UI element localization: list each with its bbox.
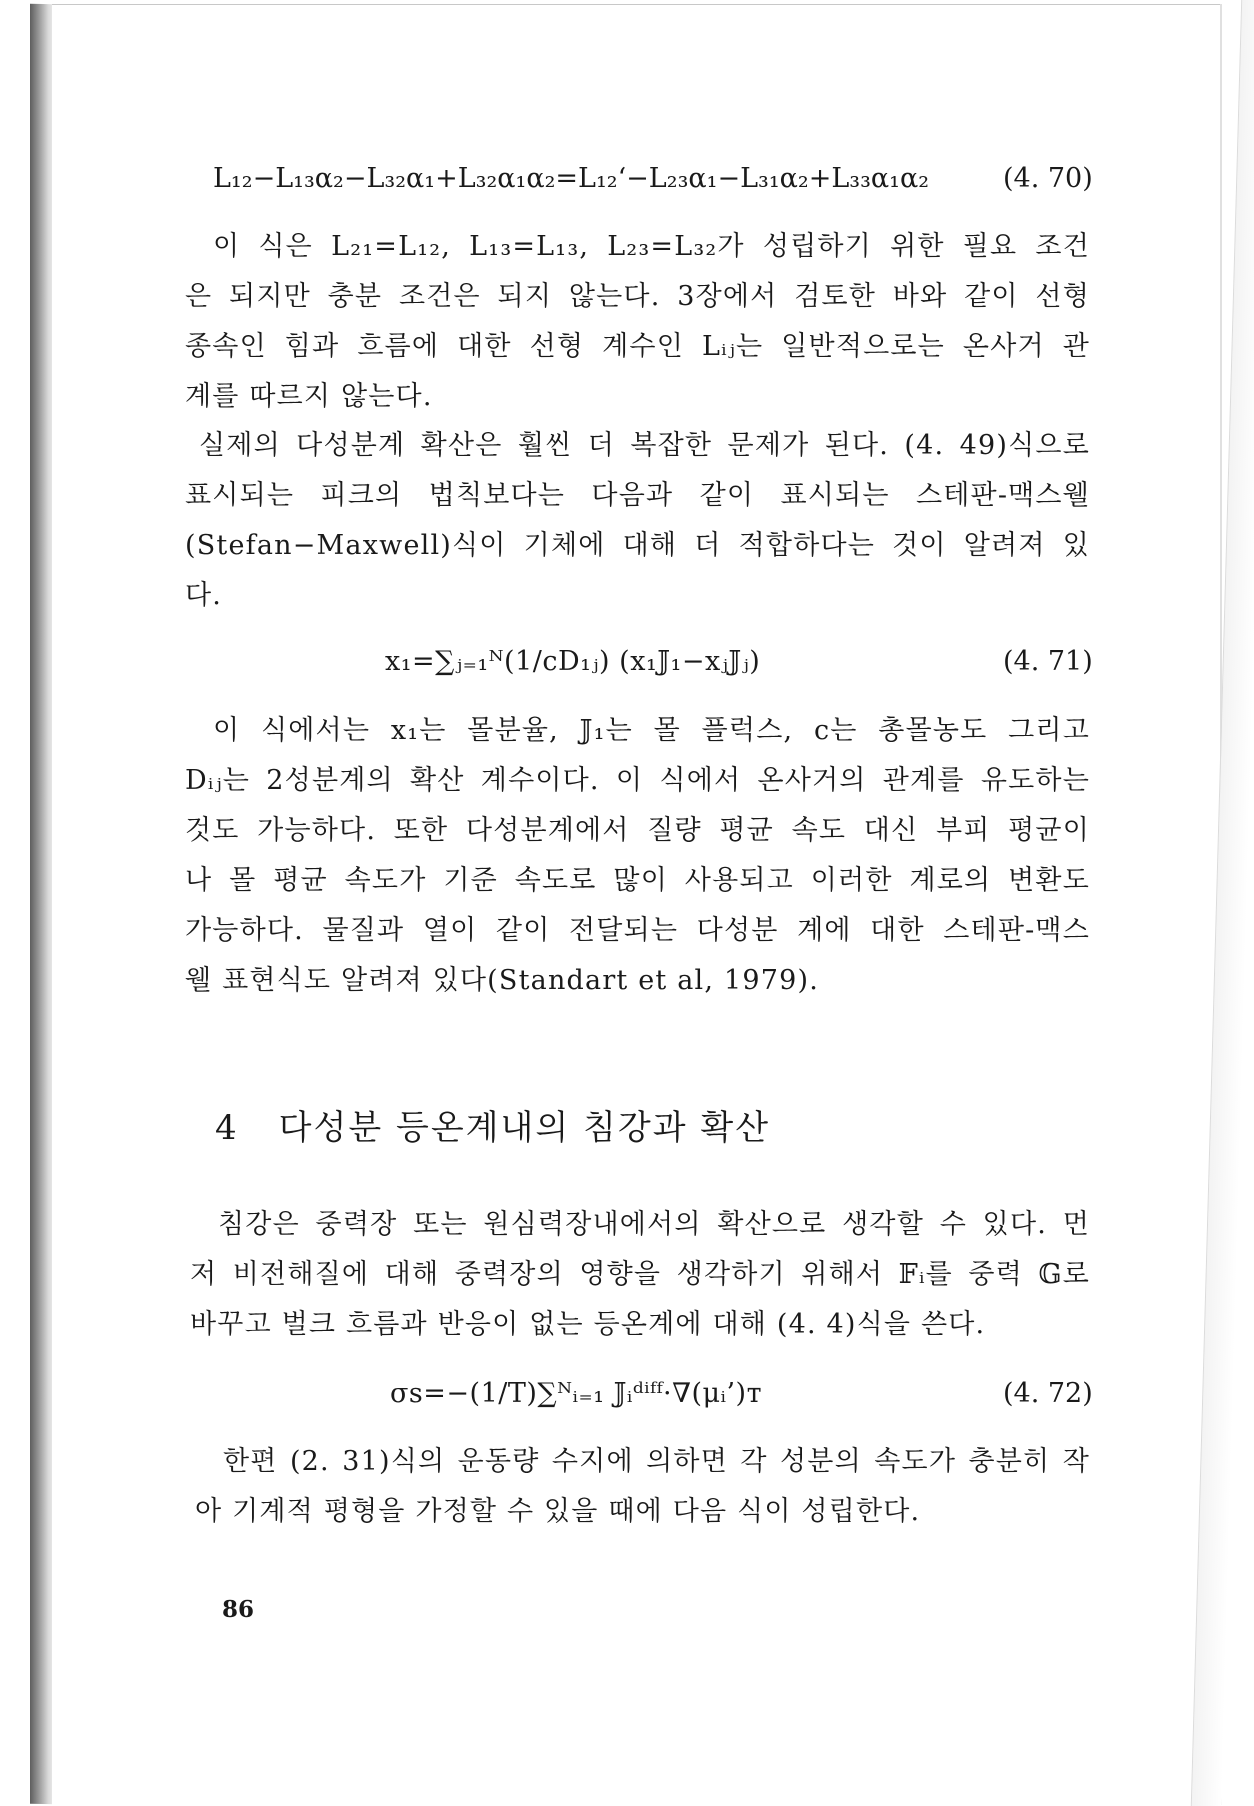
- paragraph-3-line-6: 웰 표현식도 알려져 있다(Standart et al, 1979).: [185, 965, 819, 996]
- paragraph-3: [185, 706, 1090, 1006]
- paragraph-1: [185, 222, 1090, 422]
- paragraph-1-line-4: 계를 따르지 않는다.: [185, 381, 433, 412]
- section-number: 4: [215, 1108, 239, 1148]
- paragraph-5: [195, 1437, 1090, 1537]
- equation-number-4-70: (4. 70): [1003, 163, 1093, 194]
- paragraph-4-line-1: 침강은 중력장 또는 원심력장내에서의 확산으로 생각할 수 있다. 먼: [218, 1209, 1090, 1240]
- paragraph-2-line-2: 표시되는 피크의 법칙보다는 다음과 같이 표시되는 스테판-맥스웰: [185, 480, 1090, 511]
- paragraph-1-line-1: 이 식은 L₂₁=L₁₂, L₁₃=L₁₃, L₂₃=L₃₂가 성립하기 위한 필요 조건: [213, 231, 1090, 262]
- paragraph-4-line-2: 저 비전해질에 대해 중력장의 영향을 생각하기 위해서 𝔽ᵢ를 중력 𝔾로: [190, 1259, 1090, 1290]
- paragraph-3-line-2: Dᵢⱼ는 2성분계의 확산 계수이다. 이 식에서 온사거의 관계를 유도하는: [185, 765, 1090, 796]
- equation-number-4-72: (4. 72): [1003, 1378, 1093, 1409]
- paragraph-5-line-1: 한편 (2. 31)식의 운동량 수지에 의하면 각 성분의 속도가 충분히 작: [223, 1446, 1090, 1477]
- equation-4-71: x₁=∑ⱼ₌₁ᴺ(1/cD₁ⱼ) (x₁𝕁₁−xⱼ𝕁ⱼ): [385, 646, 761, 677]
- section-heading: [215, 1100, 770, 1149]
- paragraph-2: [185, 421, 1090, 621]
- paragraph-3-line-3: 것도 가능하다. 또한 다성분계에서 질량 평균 속도 대신 부피 평균이: [185, 815, 1090, 846]
- paragraph-1-line-3: 종속인 힘과 흐름에 대한 선형 계수인 Lᵢⱼ는 일반적으로는 온사거 관: [185, 331, 1090, 362]
- paragraph-4-line-3: 바꾸고 벌크 흐름과 반응이 없는 등온계에 대해 (4. 4)식을 쓴다.: [190, 1309, 986, 1340]
- paragraph-2-line-1: 실제의 다성분계 확산은 훨씬 더 복잡한 문제가 된다. (4. 49)식으로: [199, 430, 1090, 461]
- paragraph-2-line-4: 다.: [185, 580, 223, 611]
- equation-number-4-71: (4. 71): [1003, 646, 1093, 677]
- paragraph-3-line-1: 이 식에서는 x₁는 몰분율, 𝕁₁는 몰 플럭스, c는 총몰농도 그리고: [213, 715, 1090, 746]
- paragraph-4: [190, 1200, 1090, 1350]
- equation-4-72: σs=−(1/T)∑ᴺᵢ₌₁ 𝕁ᵢᵈⁱᶠᶠ·∇(μᵢ’)ᴛ: [390, 1378, 763, 1409]
- paragraph-3-line-4: 나 몰 평균 속도가 기준 속도로 많이 사용되고 이러한 계로의 변환도: [185, 865, 1090, 896]
- paragraph-3-line-5: 가능하다. 물질과 열이 같이 전달되는 다성분 계에 대한 스테판-맥스: [185, 915, 1090, 946]
- equation-4-70: L₁₂−L₁₃α₂−L₃₂α₁+L₃₂α₁α₂=L₁₂‘−L₂₃α₁−L₃₁α₂+L₃₃α₁α₂: [213, 163, 930, 194]
- paragraph-2-line-3: (Stefan−Maxwell)식이 기체에 대해 더 적합하다는 것이 알려져 있: [185, 530, 1090, 561]
- paragraph-1-line-2: 은 되지만 충분 조건은 되지 않는다. 3장에서 검토한 바와 같이 선형: [185, 281, 1090, 312]
- page-number: 86: [222, 1596, 255, 1623]
- section-title: 다성분 등온계내의 침강과 확산: [278, 1108, 771, 1148]
- paragraph-5-line-2: 아 기계적 평형을 가정할 수 있을 때에 다음 식이 성립한다.: [195, 1496, 921, 1527]
